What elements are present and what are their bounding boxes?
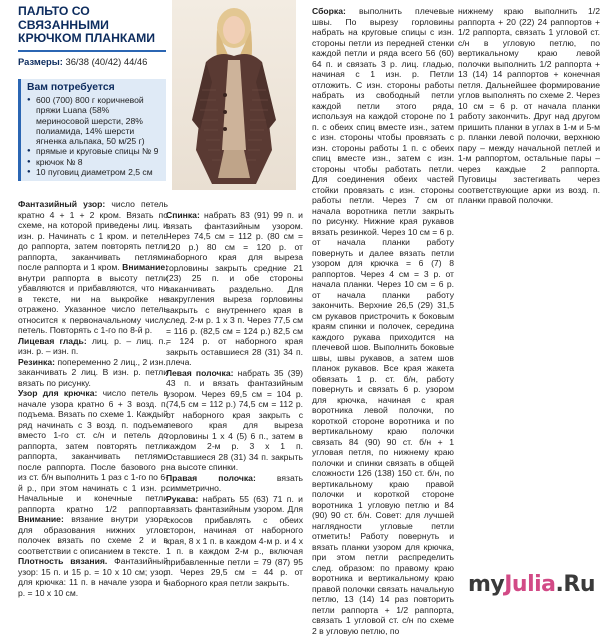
term-label: Правая полочка: <box>166 472 256 483</box>
model-photo <box>172 0 296 190</box>
paragraph-text: набрать 55 (63) 71 п. и вязать фантазийным узором. Для скосов прибавлять с обеих сторон, начиная от наборного края, 8 x 1 п. в каждом 4-м р. и 4 x 1 п. в каждом 2-м р., включая прибавленные петли = 79 (87) 95 п. Через 29,5 см = 44 р. от наборного края петли закрыть. <box>166 493 303 588</box>
text-column-4 <box>458 6 600 206</box>
paragraph-text: внутри раппорта в высоту петли убавляются и прибавляются, что ни в тексте, ни на выкройке не отражено. Указанное число петель относится к первоначальному числу петель. Повторять с 1-го по 8-й р. <box>18 272 168 335</box>
paragraph-text: выполнить плечевые швы. По вырезу горловины набрать на круговые спицы с изн. стороны петли из передней стенки каждой петли и ряда всего 56 (60) 64 п. и связать 3 р. лиц. гладью, начиная с 1 изн. р. Петли отложить. С изн. стороны работы набрать из свободный петли каждой петли этого ряда, используя на каждой стороне по 1 п. с обеих спиц вместе изн., затем с изн. стороны чтобы провязать с изн. стороны работы 1 п. с обеих спиц вместе изн., затем с изн. стороны чтобы работать петли. Для соединения обеих частей стойки провязать с изн. стороны работы петли. Через 7 см от начала воротника петли закрыть по рисунку. Нижние края рукавов вязать резинкой. Через 10 см = 6 р. от начала планки работу повернуть и далее вязать петли узором для крючка = 6 (7) 8 раппортов. Через 4 см = 3 р. от начала планки. Через 10 см = 6 р. от начала планки работу закончить. Верхние 26,5 (29) 31,5 см рукавов пристрочить к боковым краям спинки и полочек, середина каждого рукава приходится на плечевой шов. Выполнить боковые швы, швы рукавов, а затем шов планок рукавов. Все края жакета обвязать 1 р. ст. б/н, работу повернуть и связать 6 р. узором для крючка, начиная с края воротника левой полочки, по короткой стороне воротника и по вертикальному краю полочки связать 84 (90) 90 ст. б/н + 1 угловая петля, по нижнему краю полочки и спинки связать в общей сложности 126 (138) 150 ст. б/н, по вертикальному краю правой полочки и короткой стороне воротника 1 угловую петлю и 84 (90) 90 ст. б/н. Совет: для лучшей наглядности угловые петли отметить! Работу повернуть и вязать планки узором для крючка, при этом петли распределить след. образом: по правому краю воротника и вертикальному краю правой полочки связать начальную петлю, 13 (14) 14 раз повторить петли раппорта + 1/2 раппорта, связать 1 угловой ст. с/н по схеме 2 в угловую петлю, по <box>312 6 455 636</box>
term-label: Рукава: <box>166 493 199 504</box>
watermark-part: my <box>467 572 505 597</box>
paragraph <box>166 210 303 368</box>
paragraph <box>18 199 168 336</box>
term-label: Левая полочка: <box>166 367 234 378</box>
paragraph-text: вязать симметрично. <box>166 472 303 493</box>
article-title: ПАЛЬТО СО СВЯЗАННЫМИ КРЮЧКОМ ПЛАНКАМИ <box>18 4 156 45</box>
term-label: Внимание: <box>122 262 168 272</box>
materials-item: ● 10 пуговиц диаметром 2,5 см <box>27 167 161 177</box>
term-label: Плотность вязания. <box>18 556 108 566</box>
paragraph <box>18 357 168 389</box>
paragraph <box>166 494 303 589</box>
article-header <box>18 5 166 67</box>
paragraph-text: попеременно 2 лиц., 2 изн., заканчивать 2 лиц. В изн. р. петли вязать по рисунку. <box>18 356 168 388</box>
watermark-part: Julia <box>504 572 556 597</box>
paragraph-text: число петель кратно 4 + 1 + 2 кром. Вязать по схеме, на которой приведены лиц. и изн. р. Начинать с 1 кром. и петель до раппорта, затем повторять петли раппорта, заканчивать петлями после раппорта и 1 кром. <box>18 199 168 272</box>
text-column-1 <box>18 199 168 598</box>
materials-title: Вам потребуется <box>27 82 115 93</box>
paragraph-text: набрать 83 (91) 99 п. и вязать фантазийным узором. Через 74,5 см = 112 р. (80 см = 120 р.) 80 см = 120 р. от наборного края для выреза горловины закрыть средние 21 (23) 25 п. и обе стороны заканчивать раздельно. Для закругления выреза горловины закрыть с внутреннего края в след. 2-м р. 1 x 3 п. Через 77,5 см = 116 р. (82,5 см = 124 р.) 82,5 см = 124 р. от наборного края закрыть оставшиеся 28 (31) 34 п. плеча. <box>166 210 303 367</box>
materials-box <box>18 79 166 181</box>
materials-item: ● 600 (700) 800 г коричневой пряжи Luana (58% мериносовой шерсти, 28% полиамида, 14% шерсти ягненка альпака, 50 м/25 г) <box>27 95 161 146</box>
term-label: Сборка: <box>312 6 346 16</box>
site-watermark <box>468 572 595 597</box>
model-photo-illustration <box>172 0 296 190</box>
sizes-line <box>18 56 166 67</box>
term-label: Резинка: <box>18 356 55 367</box>
materials-item: ● прямые и круговые спицы № 9 <box>27 146 161 156</box>
paragraph-text: Фантазийный узор: 15 п. и 15 р. = 10 х 10 см; узор для крючка: 11 п. в начале узора и 6 р. = 10 х 10 см. <box>18 556 169 598</box>
watermark-part: .Ru <box>555 572 595 597</box>
text-column-3 <box>312 6 454 636</box>
paragraph-text: лиц. р. – лиц. п., изн. р. – изн. п. <box>18 335 168 356</box>
paragraph <box>312 6 454 636</box>
paragraph-text: вязание внутри узора для образования нижних углов полочек вязать по схеме 2 и в соответствии с описанием в тексте. <box>18 514 168 556</box>
paragraph-text: набрать 35 (39) 43 п. и вязать фантазийным узором. Через 69,5 см = 104 р. (74,5 см = 112 р.) 74,5 см = 112 р. от наборного края закрыть с левого края для выреза горловины 1 x 4 (5) 6 п., затем в каждом 2-м р. 3 x 1 п. Оставшиеся 28 (31) 34 п. закрыть на высоте спинки. <box>166 367 303 472</box>
paragraph <box>458 6 600 206</box>
sizes-label: Размеры: <box>18 55 63 67</box>
paragraph <box>166 473 303 494</box>
paragraph-text: число петель в начале узора кратно 6 + 3 возд. п. подъема. Вязать по схеме 1. Каждый ряд начинать с 3 возд. п. подъема вместо 1-го ст. с/н и петель до раппорта, затем повторять петли раппорта, заканчивать петлями после раппорта. После базового р. из ст. б/н выполнить 1 раз с 1-го по 6-й р., при этом начинать с 1 изн. р. Начальные и конечные петли раппорта кратно 1/2 раппорта. <box>18 388 169 514</box>
paragraph <box>18 336 168 357</box>
paragraph <box>166 368 303 473</box>
paragraph-text: нижнему краю выполнить 1/2 раппорта + 20 (22) 24 раппортов + 1/2 раппорта, связать 1 угловой ст. с/н в угловую петлю, по вертикальному краю левой полочки выполнить 1/2 раппорта + 13 (14) 14 раппортов + конечная петля. Дальнейшее формирование углов выполнять по схеме 2. Через 10 см = 6 р. от начала планки работу закончить. Друг над другом пришить планки в углах в 1-м и 5-м р. планки левой полочки, верхнюю пару – между начальной петлей и 1-м раппортом, остальные пары – через каждые 2 раппорта. Пуговицы застегивать через соответствующие арки из возд. п. планки правой полочки. <box>458 6 600 205</box>
term-label: Узор для крючка: <box>18 388 98 398</box>
term-label: Спинка: <box>166 210 200 220</box>
term-label: Фантазийный узор: <box>18 199 106 209</box>
text-column-2 <box>166 210 303 588</box>
materials-item: ● крючок № 8 <box>27 157 161 167</box>
term-label: Внимание: <box>18 514 64 524</box>
title-divider <box>18 50 166 52</box>
paragraph <box>18 388 168 556</box>
paragraph <box>18 556 168 598</box>
sizes-value: 36/38 (40/42) 44/46 <box>65 55 148 67</box>
term-label: Лицевая гладь: <box>18 335 87 346</box>
